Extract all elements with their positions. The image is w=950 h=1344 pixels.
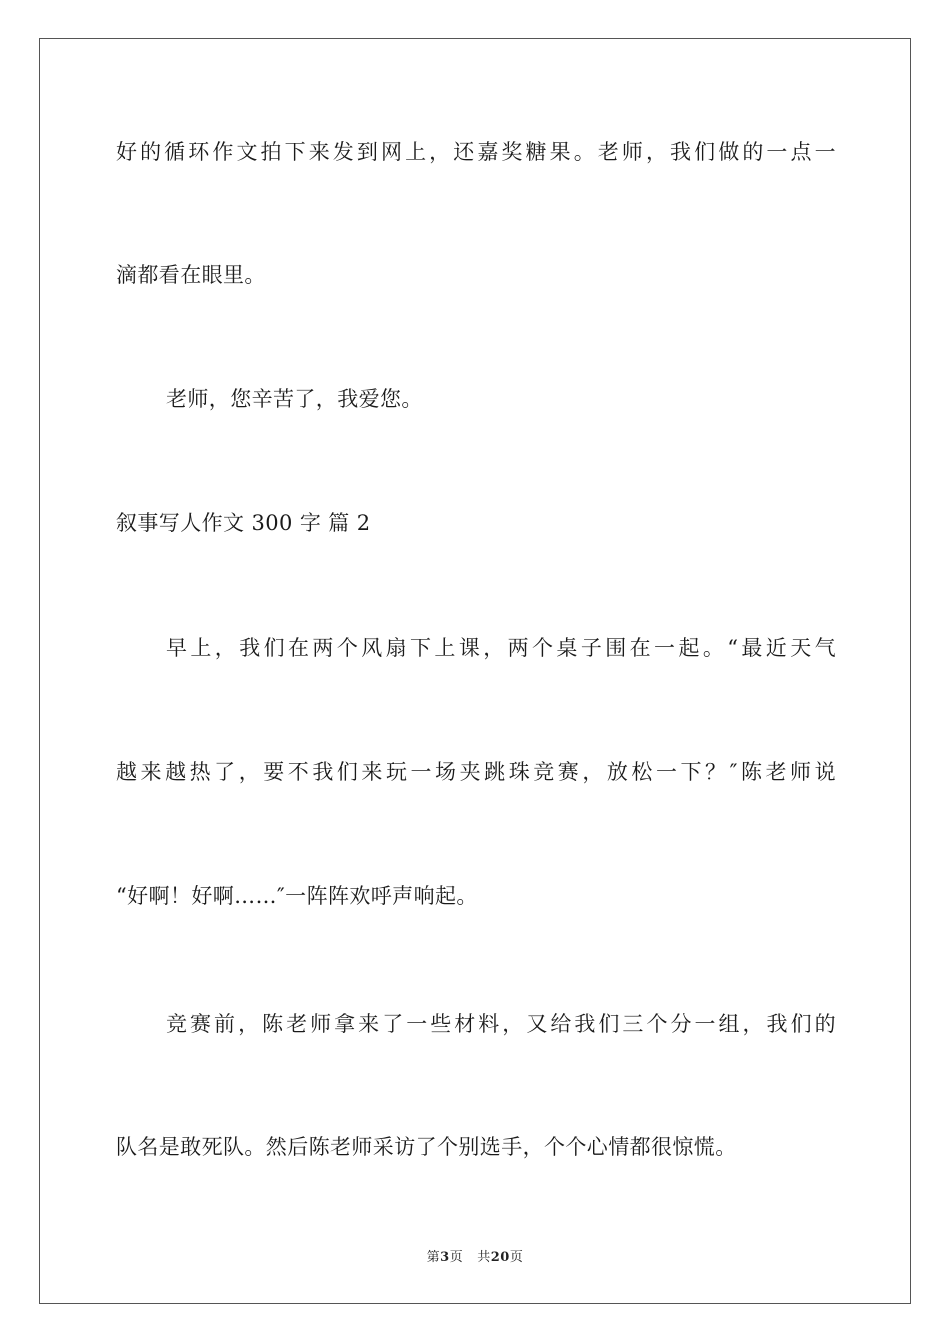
page-suffix: 页 (449, 1250, 464, 1265)
page-footer (0, 1246, 950, 1265)
section-heading: 叙事写人作文 300 字 篇 2 (116, 511, 371, 535)
total-suffix: 页 (509, 1250, 524, 1265)
paragraph-line: 竞赛前，陈老师拿来了一些材料，又给我们三个分一组，我们的 (166, 1012, 836, 1036)
total-prefix: 共 (477, 1250, 491, 1265)
paragraph-line: 越来越热了，要不我们来玩一场夹跳珠竞赛，放松一下？″陈老师说 (116, 760, 836, 784)
page-number: 3 (440, 1250, 450, 1265)
page-border (39, 38, 911, 1304)
paragraph-line: 老师，您辛苦了，我爱您。 (166, 387, 423, 411)
paragraph-line: 队名是敢死队。然后陈老师采访了个别选手，个个心情都很惊慌。 (116, 1135, 737, 1159)
total-pages: 20 (490, 1250, 510, 1265)
page-prefix: 第 (426, 1250, 441, 1265)
paragraph-line: 好的循环作文拍下来发到网上，还嘉奖糖果。老师，我们做的一点一 (116, 140, 836, 164)
paragraph-line: 滴都看在眼里。 (116, 263, 266, 287)
paragraph-line: “好啊！好啊……″一阵阵欢呼声响起。 (116, 884, 478, 908)
paragraph-line: 早上，我们在两个风扇下上课，两个桌子围在一起。“最近天气 (166, 636, 836, 660)
